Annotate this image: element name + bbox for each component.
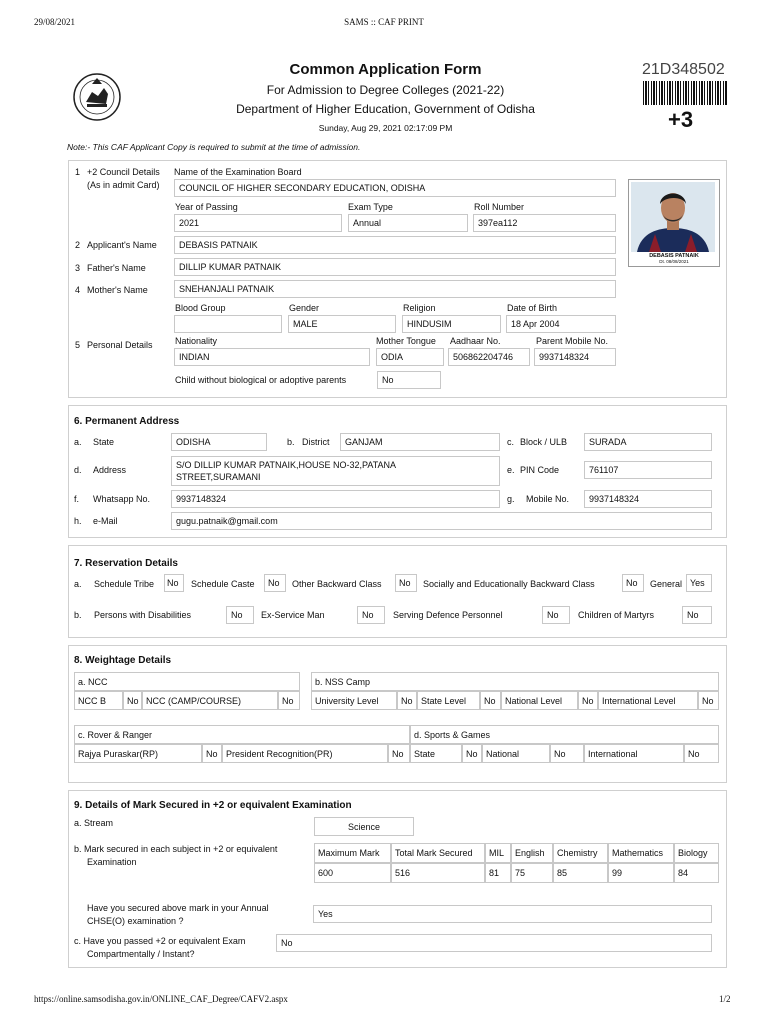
marks-value: 516: [391, 863, 485, 883]
marks-label-cont: Examination: [87, 857, 137, 867]
marks-value: 81: [485, 863, 511, 883]
father-label: Father's Name: [87, 263, 146, 273]
blood-label: Blood Group: [175, 303, 226, 313]
roll-field: 397ea112: [473, 214, 616, 232]
marks-col-header: Chemistry: [553, 843, 608, 863]
marks-col-header: English: [511, 843, 553, 863]
mother-label: Mother's Name: [87, 285, 148, 295]
exam-type-label: Exam Type: [348, 202, 393, 212]
st-field: No: [164, 574, 184, 592]
marks-col-header: Total Mark Secured: [391, 843, 485, 863]
chse-label-cont: CHSE(O) examination ?: [87, 916, 184, 926]
form-subtitle: For Admission to Degree Colleges (2021-22): [266, 83, 505, 97]
marks-col-header: MIL: [485, 843, 511, 863]
form-title: Common Application Form: [289, 61, 482, 78]
blood-field: [174, 315, 282, 333]
applicant-field: DEBASIS PATNAIK: [174, 236, 616, 254]
gender-label: Gender: [289, 303, 320, 313]
religion-field: HINDUSIM: [402, 315, 501, 333]
weightage-heading: 8. Weightage Details: [74, 655, 172, 666]
dob-label: Date of Birth: [507, 303, 558, 313]
sc-label: Schedule Caste: [191, 579, 255, 589]
address-label: Address: [93, 465, 127, 475]
item-number: 4: [75, 285, 81, 295]
photo-caption-date: Dt. 08/08/2021: [659, 259, 689, 264]
ncc-b-label: NCC B: [74, 691, 123, 710]
stream-label: a. Stream: [74, 818, 114, 828]
personal-details-label: Personal Details: [87, 340, 153, 350]
stream-field: Science: [314, 817, 414, 836]
gender-field: MALE: [288, 315, 396, 333]
child-without-parents-field: No: [377, 371, 441, 389]
sports-national-label: National: [482, 744, 550, 763]
board-field: COUNCIL OF HIGHER SECONDARY EDUCATION, ODISHA: [174, 179, 616, 197]
print-title: SAMS :: CAF PRINT: [344, 17, 424, 27]
pwd-field: No: [226, 606, 254, 624]
year-field: 2021: [174, 214, 342, 232]
reservation-heading: 7. Reservation Details: [74, 558, 178, 569]
general-label: General: [650, 579, 683, 589]
nationality-label: Nationality: [175, 336, 218, 346]
barcode-icon: [643, 81, 727, 105]
whatsapp-field: 9937148324: [171, 490, 500, 508]
sports-national-value: No: [550, 744, 584, 763]
item-letter: a.: [74, 437, 82, 447]
print-url: https://online.samsodisha.gov.in/ONLINE_CAF_Degree/CAFV2.aspx: [34, 994, 288, 1004]
rp-label: Rajya Puraskar(RP): [74, 744, 202, 763]
marks-value: 600: [314, 863, 391, 883]
item-letter: e.: [507, 465, 515, 475]
rover-title: c. Rover & Ranger: [74, 725, 410, 744]
mother-field: SNEHANJALI PATNAIK: [174, 280, 616, 298]
roll-label: Roll Number: [474, 202, 525, 212]
esm-label: Ex-Service Man: [261, 610, 325, 620]
applicant-label: Applicant's Name: [87, 240, 157, 250]
address-line: S/O DILLIP KUMAR PATNAIK,HOUSE NO-32,PATANA: [176, 460, 397, 470]
year-label: Year of Passing: [175, 202, 238, 212]
marks-col-header: Mathematics: [608, 843, 674, 863]
block-field: SURADA: [584, 433, 712, 451]
pr-label: President Recognition(PR): [222, 744, 388, 763]
print-page: 1/2: [719, 994, 731, 1004]
address-line: STREET,SURAMANI: [176, 472, 261, 482]
council-details-sublabel: (As in admit Card): [87, 180, 160, 190]
whatsapp-label: Whatsapp No.: [93, 494, 151, 504]
mother-tongue-field: ODIA: [376, 348, 444, 366]
com-field: No: [682, 606, 712, 624]
mother-tongue-label: Mother Tongue: [376, 336, 436, 346]
item-number: 5: [75, 340, 81, 350]
stream-code: +3: [668, 107, 694, 132]
item-letter: b.: [287, 437, 295, 447]
address-heading: 6. Permanent Address: [74, 416, 180, 427]
pin-label: PIN Code: [520, 465, 560, 475]
nss-state-label: State Level: [417, 691, 480, 710]
item-number: 2: [75, 240, 81, 250]
department: Department of Higher Education, Government of Odisha: [236, 102, 535, 116]
item-letter: g.: [507, 494, 515, 504]
block-label: Block / ULB: [520, 437, 568, 447]
compartmental-label-cont: Compartmentally / Instant?: [87, 949, 195, 959]
item-letter: b.: [74, 610, 82, 620]
print-date: 29/08/2021: [34, 17, 76, 27]
nss-international-value: No: [698, 691, 719, 710]
sports-international-value: No: [684, 744, 719, 763]
child-without-parents-label: Child without biological or adoptive parents: [175, 375, 347, 385]
item-letter: h.: [74, 516, 82, 526]
compartmental-field: No: [276, 934, 712, 952]
ncc-camp-label: NCC (CAMP/COURSE): [142, 691, 278, 710]
nss-state-value: No: [480, 691, 501, 710]
board-label: Name of the Examination Board: [174, 167, 302, 177]
marks-col-header: Biology: [674, 843, 719, 863]
nationality-field: INDIAN: [174, 348, 370, 366]
marks-heading: 9. Details of Mark Secured in +2 or equivalent Examination: [74, 800, 352, 811]
nss-international-label: International Level: [598, 691, 698, 710]
item-letter: d.: [74, 465, 82, 475]
print-datetime: Sunday, Aug 29, 2021 02:17:09 PM: [318, 123, 453, 133]
item-letter: a.: [74, 579, 82, 589]
nss-university-value: No: [397, 691, 417, 710]
item-number: 3: [75, 263, 81, 273]
pwd-label: Persons with Disabilities: [94, 610, 192, 620]
pr-value: No: [388, 744, 410, 763]
exam-type-field: Annual: [348, 214, 468, 232]
state-label: State: [93, 437, 115, 447]
applicant-photo: [628, 179, 720, 267]
sports-title: d. Sports & Games: [410, 725, 719, 744]
ncc-b-value: No: [123, 691, 142, 710]
com-label: Children of Martyrs: [578, 610, 655, 620]
address-field: [171, 456, 500, 486]
marks-col-header: Maximum Mark: [314, 843, 391, 863]
sdp-field: No: [542, 606, 570, 624]
chse-field: Yes: [313, 905, 712, 923]
sdp-label: Serving Defence Personnel: [393, 610, 503, 620]
obc-field: No: [395, 574, 417, 592]
nss-title: b. NSS Camp: [311, 672, 719, 691]
email-label: e-Mail: [93, 516, 118, 526]
ncc-title: a. NCC: [74, 672, 300, 691]
pin-field: 761107: [584, 461, 712, 479]
item-letter: f.: [74, 494, 80, 504]
religion-label: Religion: [403, 303, 436, 313]
mobile-field: 9937148324: [584, 490, 712, 508]
dob-field: 18 Apr 2004: [506, 315, 616, 333]
obc-label: Other Backward Class: [292, 579, 382, 589]
marks-value: 84: [674, 863, 719, 883]
sebc-label: Socially and Educationally Backward Class: [423, 579, 595, 589]
parent-mobile-label: Parent Mobile No.: [536, 336, 609, 346]
chse-label: Have you secured above mark in your Annual: [87, 903, 269, 913]
ncc-camp-value: No: [278, 691, 300, 710]
nss-university-label: University Level: [311, 691, 397, 710]
rp-value: No: [202, 744, 222, 763]
st-label: Schedule Tribe: [94, 579, 155, 589]
item-letter: c.: [507, 437, 515, 447]
parent-mobile-field: 9937148324: [534, 348, 616, 366]
admission-note: Note:- This CAF Applicant Copy is required to submit at the time of admission.: [67, 142, 361, 152]
state-field: ODISHA: [171, 433, 267, 451]
sports-international-label: International: [584, 744, 684, 763]
nss-national-label: National Level: [501, 691, 578, 710]
district-label: District: [302, 437, 330, 447]
marks-label: b. Mark secured in each subject in +2 or equivalent: [74, 844, 278, 854]
sebc-field: No: [622, 574, 644, 592]
email-field: gugu.patnaik@gmail.com: [171, 512, 712, 530]
council-details-label: +2 Council Details: [87, 167, 160, 177]
sports-state-value: No: [462, 744, 482, 763]
esm-field: No: [357, 606, 385, 624]
application-id: 21D348502: [642, 61, 725, 78]
marks-value: 75: [511, 863, 553, 883]
compartmental-label: c. Have you passed +2 or equivalent Exam: [74, 936, 246, 946]
item-number: 1: [75, 167, 81, 177]
marks-value: 99: [608, 863, 674, 883]
nss-national-value: No: [578, 691, 598, 710]
mobile-label: Mobile No.: [526, 494, 570, 504]
aadhaar-label: Aadhaar No.: [450, 336, 501, 346]
sports-state-label: State: [410, 744, 462, 763]
aadhaar-field: 506862204746: [448, 348, 530, 366]
district-field: GANJAM: [340, 433, 500, 451]
father-field: DILLIP KUMAR PATNAIK: [174, 258, 616, 276]
sc-field: No: [264, 574, 286, 592]
photo-caption-name: DEBASIS PATNAIK: [649, 253, 699, 259]
marks-value: 85: [553, 863, 608, 883]
general-field: Yes: [686, 574, 712, 592]
